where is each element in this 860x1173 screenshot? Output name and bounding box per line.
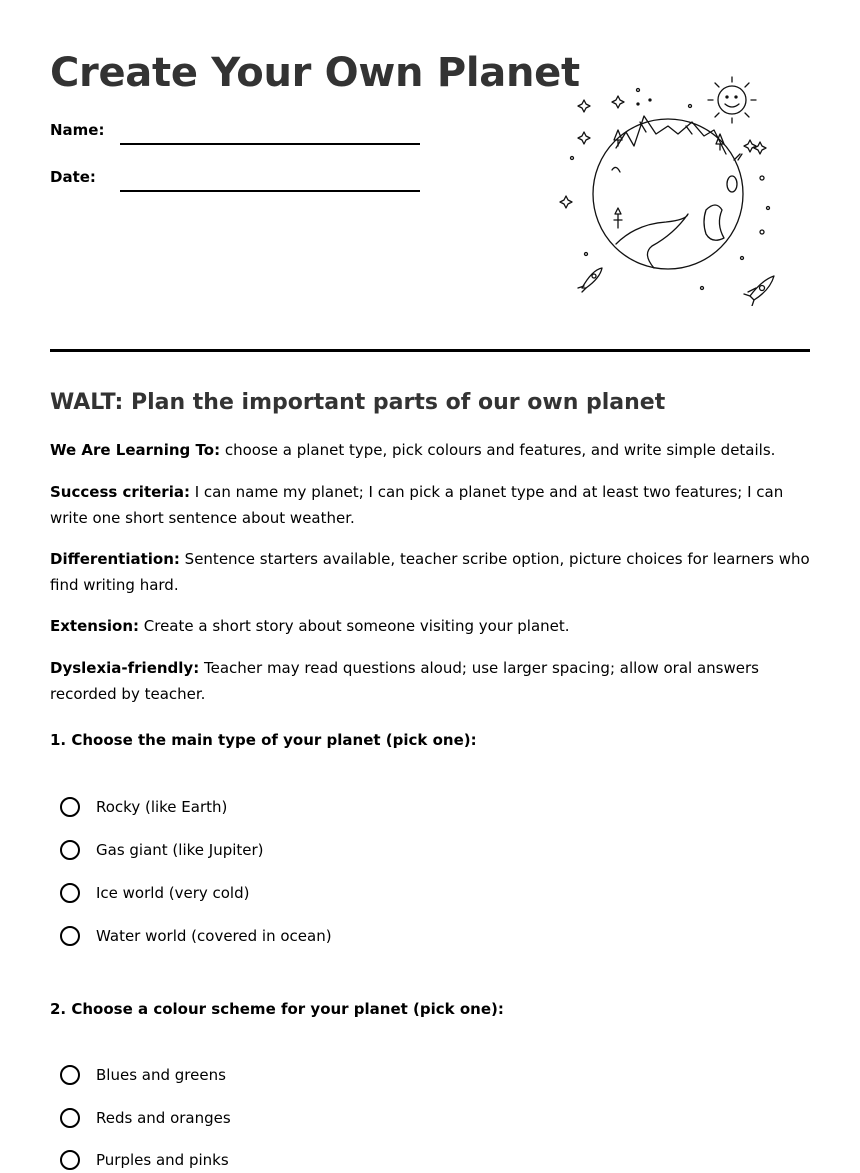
differentiation-label: Differentiation: [50,550,180,568]
planet-doodle-icon [556,74,780,306]
q1-option-rocky[interactable] [60,794,227,820]
name-label: Name: [50,121,105,139]
option-label: Gas giant (like Jupiter) [96,841,264,859]
walt-heading: WALT: Plan the important parts of our own planet [50,390,666,415]
date-label: Date: [50,168,96,186]
q1-option-gas-giant[interactable] [60,837,264,863]
option-label: Rocky (like Earth) [96,798,228,816]
extension-text: Create a short story about someone visiting your planet. [139,617,570,635]
radio-button[interactable] [60,1150,80,1170]
dyslexia-text: Teacher may read questions aloud; use larger spacing; allow oral answers recorded by teacher. [50,659,759,703]
learning-paragraph [50,437,810,463]
q2-option-blues-greens[interactable] [60,1062,226,1088]
learning-label: We Are Learning To: [50,441,221,459]
differentiation-paragraph [50,546,810,598]
radio-button[interactable] [60,926,80,946]
learning-text: choose a planet type, pick colours and features, and write simple details. [220,441,776,459]
date-field[interactable] [120,190,420,192]
option-label: Blues and greens [96,1066,226,1084]
section-divider [50,349,810,352]
option-label: Water world (covered in ocean) [96,927,332,945]
dyslexia-paragraph [50,655,810,707]
extension-label: Extension: [50,617,139,635]
extension-paragraph [50,613,810,639]
q1-option-ice-world[interactable] [60,880,249,906]
radio-button[interactable] [60,883,80,903]
dyslexia-label: Dyslexia-friendly: [50,659,200,677]
page-title: Create Your Own Planet [50,50,580,96]
name-field[interactable] [120,143,420,145]
q2-option-reds-oranges[interactable] [60,1105,231,1131]
differentiation-text: Sentence starters available, teacher scribe option, picture choices for learners who find writing hard. [50,550,810,594]
q1-option-water-world[interactable] [60,923,332,949]
success-text: I can name my planet; I can pick a planet type and at least two features; I can write one short sentence about weather. [50,483,784,527]
q2-option-purples-pinks[interactable] [60,1147,229,1173]
radio-button[interactable] [60,797,80,817]
success-label: Success criteria: [50,483,190,501]
radio-button[interactable] [60,840,80,860]
question-2-label: 2. Choose a colour scheme for your planet (pick one): [50,1000,504,1018]
question-1-label: 1. Choose the main type of your planet (pick one): [50,731,477,749]
success-paragraph [50,479,810,531]
radio-button[interactable] [60,1108,80,1128]
option-label: Purples and pinks [96,1151,229,1169]
option-label: Ice world (very cold) [96,884,250,902]
option-label: Reds and oranges [96,1109,231,1127]
radio-button[interactable] [60,1065,80,1085]
